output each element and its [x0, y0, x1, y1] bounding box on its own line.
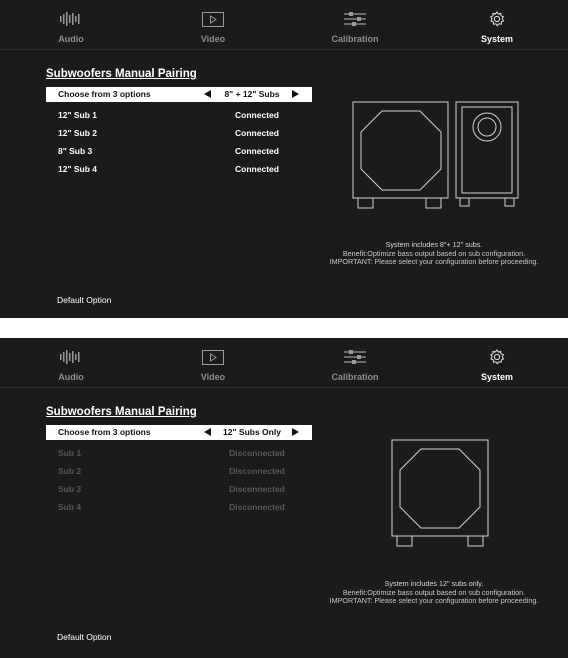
page-title: Subwoofers Manual Pairing — [46, 68, 197, 80]
tab-system-label: System — [480, 34, 514, 44]
top-navigation — [0, 0, 568, 50]
settings-screen-12-only — [0, 338, 568, 658]
sub-row-4 — [46, 502, 312, 516]
selector-value: 12" Subs Only — [223, 427, 281, 437]
subwoofer-pair-illustration — [350, 100, 525, 212]
play-icon — [142, 348, 284, 366]
sub-status: Disconnected — [229, 502, 285, 512]
selector-label: Choose from 3 options — [58, 89, 151, 99]
tab-audio[interactable] — [0, 0, 142, 50]
sub-name: Sub 2 — [58, 466, 82, 476]
audio-bars-icon — [0, 348, 142, 366]
play-icon — [142, 10, 284, 28]
selector-value: 8" + 12" Subs — [224, 89, 280, 99]
info-line: System includes 12" subs only. — [384, 579, 484, 588]
top-navigation — [0, 338, 568, 388]
tab-system[interactable] — [426, 0, 568, 50]
tab-video-label: Video — [200, 372, 226, 382]
default-option-label: Default Option — [57, 632, 112, 642]
tab-video[interactable] — [142, 0, 284, 50]
sub-name: 12" Sub 1 — [58, 110, 97, 120]
tab-audio[interactable] — [0, 338, 142, 388]
sub-name: 8" Sub 3 — [58, 146, 93, 156]
info-text — [300, 580, 568, 606]
sub-row-1 — [46, 448, 312, 462]
audio-bars-icon — [0, 10, 142, 28]
page-title: Subwoofers Manual Pairing — [46, 406, 197, 418]
sub-row-2 — [46, 466, 312, 480]
sub-status: Disconnected — [229, 448, 285, 458]
info-line: System includes 8"+ 12" subs. — [385, 240, 483, 249]
sub-status: Disconnected — [229, 466, 285, 476]
sub-config-selector[interactable] — [46, 425, 312, 440]
info-line: IMPORTANT: Please select your configuration before proceeding. — [329, 257, 539, 267]
sub-name: Sub 3 — [58, 484, 82, 494]
next-option-arrow-icon[interactable] — [292, 90, 299, 98]
sub-row-4[interactable] — [46, 164, 312, 178]
tab-calibration-label: Calibration — [331, 372, 379, 382]
sub-row-2[interactable] — [46, 128, 312, 142]
info-line: IMPORTANT: Please select your configuration before proceeding. — [329, 596, 539, 606]
tab-video[interactable] — [142, 338, 284, 388]
sub-config-selector[interactable] — [46, 87, 312, 102]
gear-icon — [426, 10, 568, 28]
sub-status: Connected — [235, 146, 279, 156]
previous-option-arrow-icon[interactable] — [204, 90, 211, 98]
tab-video-label: Video — [200, 34, 226, 44]
gear-icon — [426, 348, 568, 366]
sliders-icon — [284, 348, 426, 366]
sub-status: Disconnected — [229, 484, 285, 494]
previous-option-arrow-icon[interactable] — [204, 428, 211, 436]
sub-status: Connected — [235, 128, 279, 138]
tab-audio-label: Audio — [58, 372, 84, 382]
info-text — [300, 241, 568, 267]
sub-name: 12" Sub 2 — [58, 128, 97, 138]
sub-row-3[interactable] — [46, 146, 312, 160]
tab-system-label: System — [480, 372, 514, 382]
selector-label: Choose from 3 options — [58, 427, 151, 437]
next-option-arrow-icon[interactable] — [292, 428, 299, 436]
sub-row-3 — [46, 484, 312, 498]
tab-calibration[interactable] — [284, 0, 426, 50]
tab-system[interactable] — [426, 338, 568, 388]
sliders-icon — [284, 10, 426, 28]
default-option-label: Default Option — [57, 295, 112, 305]
sub-status: Connected — [235, 164, 279, 174]
tab-calibration-label: Calibration — [331, 34, 379, 44]
sub-name: Sub 1 — [58, 448, 82, 458]
info-line: Benefit:Optimize bass output based on sub configuration. — [342, 587, 526, 597]
tab-audio-label: Audio — [58, 34, 84, 44]
subwoofer-illustration — [388, 438, 492, 550]
tab-calibration[interactable] — [284, 338, 426, 388]
settings-screen-8-plus-12 — [0, 0, 568, 318]
sub-name: Sub 4 — [58, 502, 82, 512]
info-line: Benefit:Optimize bass output based on sub configuration. — [342, 248, 526, 258]
sub-name: 12" Sub 4 — [58, 164, 97, 174]
sub-status: Connected — [235, 110, 279, 120]
sub-row-1[interactable] — [46, 110, 312, 124]
